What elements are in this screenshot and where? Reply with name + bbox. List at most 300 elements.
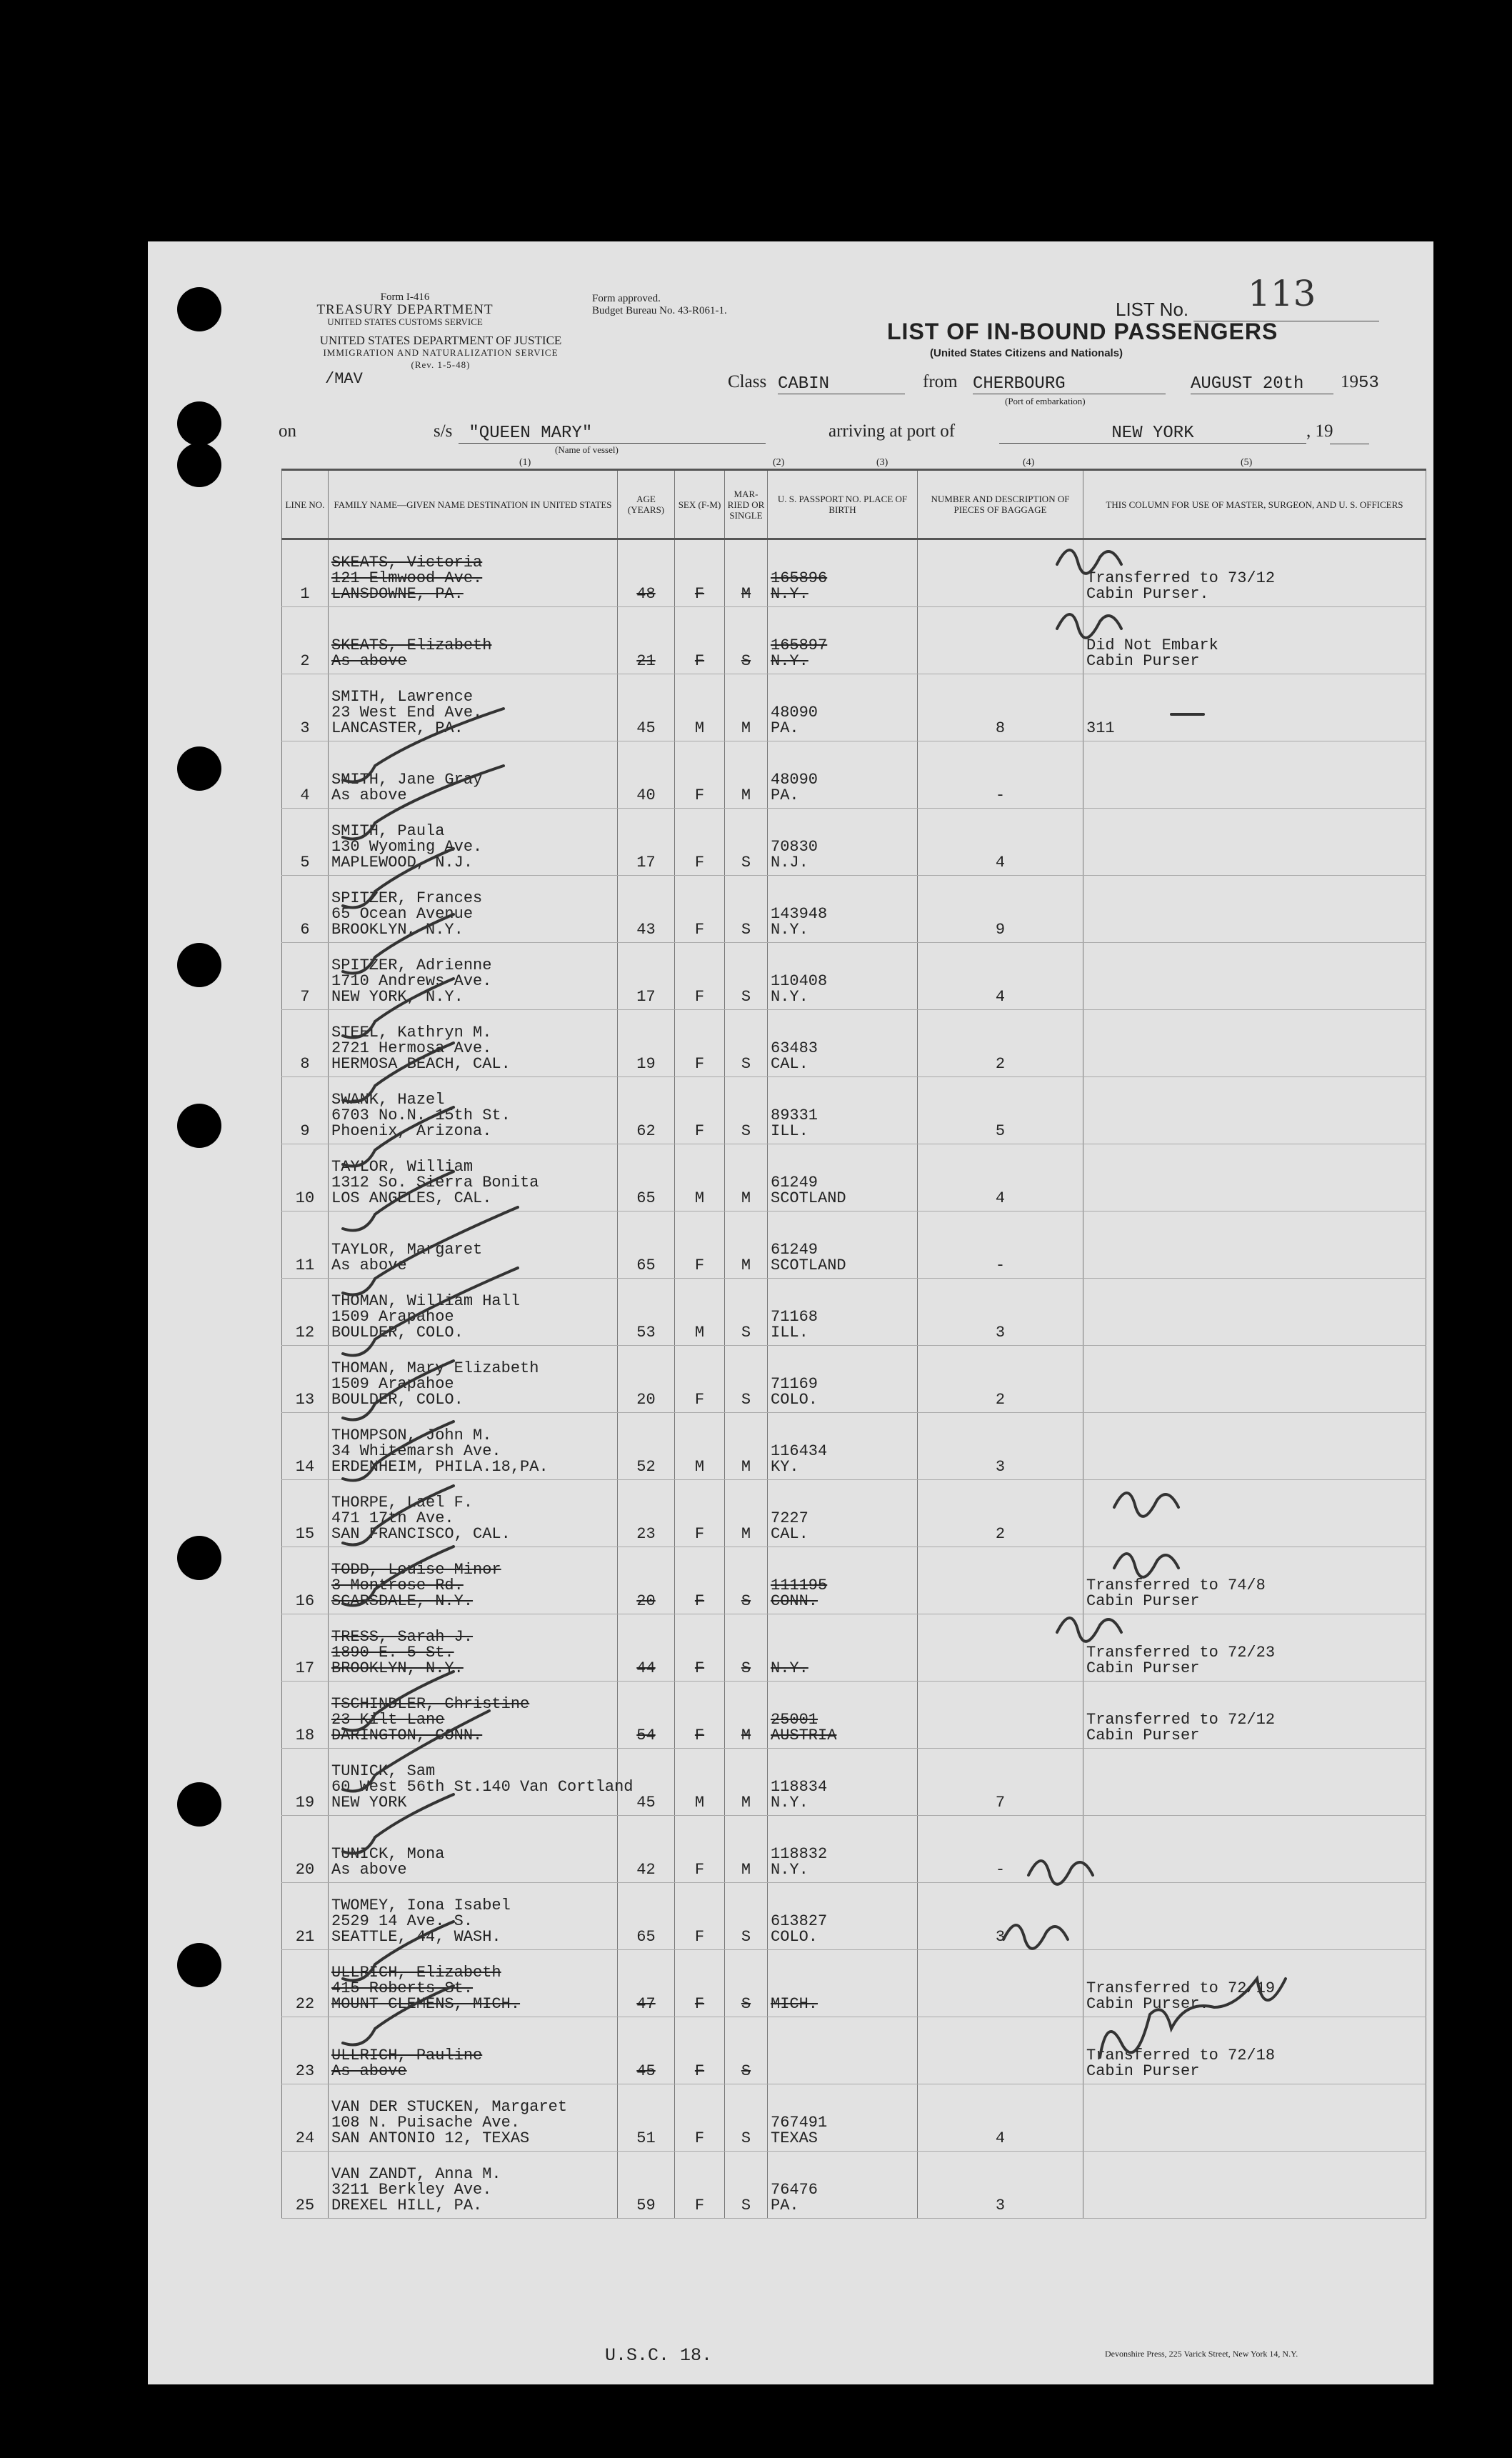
table-row (282, 1816, 1426, 1883)
table-row (282, 1279, 1426, 1346)
name-cell (329, 1614, 618, 1682)
address-line-1: 415 Roberts St. (331, 1979, 474, 1997)
birth-place: N.Y. (771, 1861, 808, 1879)
passenger-name: ULLRICH, Pauline (331, 2047, 483, 2064)
age-cell: 65 (618, 1883, 675, 1950)
sex-cell: F (675, 1346, 725, 1413)
remarks-cell (1083, 1413, 1426, 1480)
table-row (282, 1346, 1426, 1413)
birth-place: ILL. (771, 1324, 808, 1342)
marital-cell: M (725, 539, 768, 607)
col-line: LINE NO. (282, 470, 329, 539)
baggage-cell (918, 607, 1083, 674)
table-row (282, 674, 1426, 741)
passenger-name: THOMAN, William Hall (331, 1292, 521, 1310)
sex-cell: M (675, 674, 725, 741)
table-header-row (282, 470, 1426, 539)
col-officers: THIS COLUMN FOR USE OF MASTER, SURGEON, AND U. S. OFFICERS (1083, 470, 1426, 539)
passport-number: 165896 (771, 569, 828, 587)
line-number: 6 (282, 876, 329, 943)
passport-cell (768, 2017, 918, 2084)
marital-cell: S (725, 1077, 768, 1144)
baggage-cell: 2 (918, 1010, 1083, 1077)
age-cell: 62 (618, 1077, 675, 1144)
birth-place: AUSTRIA (771, 1727, 837, 1744)
col-baggage: NUMBER AND DESCRIPTION OF PIECES OF BAGGAGE (918, 470, 1083, 539)
age-cell: 21 (618, 607, 675, 674)
marital-cell: S (725, 809, 768, 876)
remarks-cell (1083, 1883, 1426, 1950)
passenger-name: SKEATS, Victoria (331, 554, 483, 571)
passenger-name: VAN DER STUCKEN, Margaret (331, 2098, 568, 2116)
sex-cell: M (675, 1749, 725, 1816)
table-row (282, 1614, 1426, 1682)
customs-service: UNITED STATES CUSTOMS SERVICE (327, 316, 483, 327)
passport-cell (768, 809, 918, 876)
form-approved-text: Form approved. (592, 293, 661, 304)
marital-cell: S (725, 1547, 768, 1614)
justice-department (280, 334, 601, 371)
sex-cell: F (675, 539, 725, 607)
passport-cell (768, 539, 918, 607)
birth-place: TEXAS (771, 2129, 818, 2147)
remarks-cell (1083, 1077, 1426, 1144)
line-number: 24 (282, 2084, 329, 2152)
passport-cell (768, 2084, 918, 2152)
name-cell (329, 607, 618, 674)
address-line-1: As above (331, 652, 407, 670)
address-line-2: DARINGTON, CONN. (331, 1727, 483, 1744)
arrival-year-blank (1330, 424, 1369, 444)
name-cell (329, 741, 618, 809)
address-line-2: NEW YORK, N.Y. (331, 988, 464, 1006)
baggage-cell: 2 (918, 1480, 1083, 1547)
passenger-name: THOMAN, Mary Elizabeth (331, 1359, 539, 1377)
address-line-1: 3 Montrose Rd. (331, 1577, 464, 1594)
passport-cell (768, 1010, 918, 1077)
marital-cell: S (725, 607, 768, 674)
year-field: 1953 (1341, 372, 1379, 393)
binder-hole (177, 401, 221, 446)
line-number: 4 (282, 741, 329, 809)
line-number: 13 (282, 1346, 329, 1413)
remarks-cell: 311 (1083, 674, 1426, 741)
passport-number: 48090 (771, 704, 818, 721)
table-row (282, 1010, 1426, 1077)
birth-place: PA. (771, 786, 799, 804)
birth-place: KY. (771, 1458, 799, 1476)
passport-number: 767491 (771, 2114, 828, 2132)
binder-hole (177, 943, 221, 987)
age-cell: 20 (618, 1547, 675, 1614)
name-cell (329, 1010, 618, 1077)
form-info (276, 291, 534, 328)
address-line-1: 130 Wyoming Ave. (331, 838, 483, 856)
column-number-1: (1) (519, 457, 531, 468)
sex-cell: M (675, 1413, 725, 1480)
address-line-1: 23 West End Ave. (331, 704, 483, 721)
name-cell (329, 1547, 618, 1614)
line-number: 17 (282, 1614, 329, 1682)
address-line-2: LANSDOWNE, PA. (331, 585, 464, 603)
line-number: 14 (282, 1413, 329, 1480)
table-row (282, 2017, 1426, 2084)
table-row (282, 741, 1426, 809)
passport-cell (768, 1413, 918, 1480)
table-row (282, 876, 1426, 943)
address-line-1: 3211 Berkley Ave. (331, 2181, 492, 2199)
address-line-2: BROOKLYN, N.Y. (331, 921, 464, 939)
address-line-2: Phoenix, Arizona. (331, 1122, 492, 1140)
line-number: 19 (282, 1749, 329, 1816)
table-row (282, 607, 1426, 674)
address-line-2: SCARSDALE, N.Y. (331, 1592, 474, 1610)
from-port: CHERBOURG (973, 374, 1166, 394)
passenger-name: SWANK, Hazel (331, 1091, 445, 1109)
line-number: 9 (282, 1077, 329, 1144)
name-cell (329, 674, 618, 741)
birth-place: COLO. (771, 1391, 818, 1409)
address-correction: 140 Van Cortland (482, 1778, 634, 1796)
baggage-cell: 2 (918, 1346, 1083, 1413)
baggage-cell (918, 1614, 1083, 1682)
birth-place: N.Y. (771, 1659, 808, 1677)
table-row (282, 1144, 1426, 1211)
sex-cell: F (675, 876, 725, 943)
address-line-1: 121 Elmwood Ave. (331, 569, 483, 587)
passport-number: 111195 (771, 1577, 828, 1594)
list-number-label: LIST No. (1116, 299, 1379, 321)
line-number: 11 (282, 1211, 329, 1279)
address-line-1: 108 N. Puisache Ave. (331, 2114, 521, 2132)
address-line-1: 471 17th Ave. (331, 1509, 454, 1527)
line-number: 3 (282, 674, 329, 741)
name-cell (329, 1682, 618, 1749)
passport-number: 165897 (771, 636, 828, 654)
sex-cell: F (675, 741, 725, 809)
remarks-cell (1083, 809, 1426, 876)
binder-hole (177, 1104, 221, 1148)
column-number-3: (3) (876, 457, 888, 468)
passport-cell (768, 1211, 918, 1279)
passport-number: 63483 (771, 1039, 818, 1057)
footer-usc: U.S.C. 18. (605, 2345, 713, 2366)
sex-cell: F (675, 1211, 725, 1279)
remarks-cell (1083, 741, 1426, 809)
passport-cell (768, 876, 918, 943)
passport-number: 61249 (771, 1174, 818, 1191)
passenger-name: THOMPSON, John M. (331, 1427, 492, 1444)
line-number: 25 (282, 2152, 329, 2219)
passenger-name: TRESS, Sarah J. (331, 1628, 474, 1646)
birth-place: N.Y. (771, 988, 808, 1006)
column-number-4: (4) (1023, 457, 1035, 468)
remarks-cell (1083, 1816, 1426, 1883)
column-number-2: (2) (773, 457, 785, 468)
birth-place: PA. (771, 719, 799, 737)
column-number-5: (5) (1241, 457, 1253, 468)
name-cell (329, 1480, 618, 1547)
address-line-2: LOS ANGELES, CAL. (331, 1189, 492, 1207)
marital-cell: S (725, 2084, 768, 2152)
passenger-name: VAN ZANDT, Anna M. (331, 2165, 501, 2183)
name-cell (329, 1279, 618, 1346)
address-line-2: ERDENHEIM, PHILA.18,PA. (331, 1458, 549, 1476)
table-row (282, 1413, 1426, 1480)
form-approval (592, 293, 727, 317)
sex-cell: F (675, 2152, 725, 2219)
address-line-1: As above (331, 1257, 407, 1274)
address-line-2: MAPLEWOOD, N.J. (331, 854, 474, 871)
passport-cell (768, 741, 918, 809)
birth-place: N.Y. (771, 585, 808, 603)
name-cell (329, 1749, 634, 1816)
table-row (282, 2084, 1426, 2152)
name-cell (329, 943, 618, 1010)
arrival-port: NEW YORK (999, 424, 1306, 444)
line-number: 20 (282, 1816, 329, 1883)
revision-text: (Rev. 1-5-48) (411, 359, 471, 370)
passport-number: 118832 (771, 1845, 828, 1863)
address-line-2: DREXEL HILL, PA. (331, 2197, 483, 2214)
baggage-cell: 9 (918, 876, 1083, 943)
passport-number: 61249 (771, 1241, 818, 1259)
name-cell (329, 809, 618, 876)
age-cell: 45 (618, 674, 675, 741)
baggage-cell (918, 1950, 1083, 2017)
age-cell: 65 (618, 1144, 675, 1211)
address-line-1: 2529 14 Ave. S. (331, 1912, 474, 1930)
remarks-cell (1083, 1279, 1426, 1346)
remarks-cell: Did Not Embark Cabin Purser (1083, 607, 1426, 674)
marital-cell: S (725, 1279, 768, 1346)
passenger-rows (282, 539, 1426, 2219)
address-line-1: 65 Ocean Avenue (331, 905, 474, 923)
passport-cell (768, 1749, 918, 1816)
marital-cell: S (725, 1614, 768, 1682)
page-subtitle: (United States Citizens and Nationals) (930, 347, 1123, 359)
sex-cell: F (675, 1682, 725, 1749)
address-line-1: 6703 No.N. 15th St. (331, 1106, 511, 1124)
footer-press: Devonshire Press, 225 Varick Street, New York 14, N.Y. (1105, 2349, 1298, 2359)
address-line-2: HERMOSA BEACH, CAL. (331, 1055, 511, 1073)
remarks-cell: Transferred to 72/19 Cabin Purser. (1083, 1950, 1426, 2017)
remarks-cell (1083, 2152, 1426, 2219)
remarks-cell (1083, 2084, 1426, 2152)
passport-number: 25001 (771, 1711, 818, 1729)
birth-place: COLO. (771, 1928, 818, 1946)
remarks-cell (1083, 1211, 1426, 1279)
age-cell: 54 (618, 1682, 675, 1749)
baggage-cell: 4 (918, 1144, 1083, 1211)
passport-number: 110408 (771, 972, 828, 990)
col-passport: U. S. PASSPORT NO. PLACE OF BIRTH (768, 470, 918, 539)
passport-number: 116434 (771, 1442, 828, 1460)
age-cell: 53 (618, 1279, 675, 1346)
marital-cell: S (725, 1346, 768, 1413)
birth-place: N.Y. (771, 652, 808, 670)
ss-label: s/s (434, 421, 453, 441)
form-number: Form I-416 (380, 291, 430, 303)
age-cell: 51 (618, 2084, 675, 2152)
passenger-table (281, 469, 1426, 2219)
marital-cell: M (725, 1413, 768, 1480)
age-cell: 65 (618, 1211, 675, 1279)
birth-place: N.J. (771, 854, 808, 871)
passport-number: 48090 (771, 771, 818, 789)
passport-cell (768, 1480, 918, 1547)
marital-cell: S (725, 1950, 768, 2017)
name-cell (329, 1950, 618, 2017)
sex-cell: F (675, 607, 725, 674)
table-row (282, 1211, 1426, 1279)
remarks-cell: Transferred to 73/12 Cabin Purser. (1083, 539, 1426, 607)
sex-cell: F (675, 1614, 725, 1682)
name-cell (329, 1413, 618, 1480)
age-cell: 17 (618, 809, 675, 876)
baggage-cell: - (918, 1211, 1083, 1279)
col-married: MAR-RIED OR SINGLE (725, 470, 768, 539)
passenger-name: SPITZER, Frances (331, 889, 483, 907)
name-cell (329, 876, 618, 943)
table-row (282, 1682, 1426, 1749)
passport-cell (768, 1547, 918, 1614)
sex-cell: F (675, 2084, 725, 2152)
age-cell: 48 (618, 539, 675, 607)
passenger-name: SMITH, Paula (331, 822, 445, 840)
binder-hole (177, 287, 221, 331)
passenger-name: SMITH, Jane Gray (331, 771, 483, 789)
passport-cell (768, 1682, 918, 1749)
line-number: 1 (282, 539, 329, 607)
sex-cell: F (675, 1816, 725, 1883)
passenger-name: TUNICK, Mona (331, 1845, 445, 1863)
table-row (282, 1077, 1426, 1144)
remarks-cell (1083, 876, 1426, 943)
table-row (282, 1547, 1426, 1614)
address-line-1: 1890 E. 5 St. (331, 1644, 454, 1662)
sex-cell: F (675, 1077, 725, 1144)
page-title: LIST OF IN-BOUND PASSENGERS (887, 319, 1278, 344)
address-line-1: 1509 Arapahoe (331, 1308, 454, 1326)
baggage-cell: 4 (918, 2084, 1083, 2152)
table-row (282, 943, 1426, 1010)
table-row (282, 1749, 1426, 1816)
department-name: TREASURY DEPARTMENT (316, 302, 494, 317)
line-number: 18 (282, 1682, 329, 1749)
binder-hole (177, 1536, 221, 1580)
passport-number: 89331 (771, 1106, 818, 1124)
age-cell: 19 (618, 1010, 675, 1077)
address-line-1: 34 Whitemarsh Ave. (331, 1442, 501, 1460)
birth-place: PA. (771, 2197, 799, 2214)
justice-text: UNITED STATES DEPARTMENT OF JUSTICE (319, 334, 562, 347)
baggage-cell: 3 (918, 1279, 1083, 1346)
marital-cell: S (725, 876, 768, 943)
line-number: 23 (282, 2017, 329, 2084)
birth-place: SCOTLAND (771, 1189, 846, 1207)
table-row (282, 1950, 1426, 2017)
passenger-name: SPITZER, Adrienne (331, 956, 492, 974)
passport-cell (768, 1950, 918, 2017)
passport-cell (768, 2152, 918, 2219)
passport-cell (768, 1279, 918, 1346)
age-cell: 47 (618, 1950, 675, 2017)
sex-cell: F (675, 1010, 725, 1077)
sex-cell: M (675, 1144, 725, 1211)
passport-number: 143948 (771, 905, 828, 923)
age-cell: 45 (618, 1749, 675, 1816)
birth-place: N.Y. (771, 1794, 808, 1812)
sex-cell: M (675, 1279, 725, 1346)
passport-cell (768, 1883, 918, 1950)
marital-cell: S (725, 2017, 768, 2084)
passport-number: 118834 (771, 1778, 828, 1796)
address-line-2: SAN ANTONIO 12, TEXAS (331, 2129, 530, 2147)
address-line-1: 1509 Arapahoe (331, 1375, 454, 1393)
remarks-cell (1083, 1010, 1426, 1077)
passport-cell (768, 943, 918, 1010)
passenger-name: TSCHINDLER, Christine (331, 1695, 530, 1713)
birth-place: MICH. (771, 1995, 818, 2013)
class-value: CABIN (778, 374, 905, 394)
binder-hole (177, 1943, 221, 1987)
marital-cell: M (725, 1211, 768, 1279)
line-number: 8 (282, 1010, 329, 1077)
address-line-2: SAN FRANCISCO, CAL. (331, 1525, 511, 1543)
arrival-year: , 19 (1306, 421, 1333, 441)
address-line-1: 1312 So. Sierra Bonita (331, 1174, 539, 1191)
birth-place: CAL. (771, 1525, 808, 1543)
age-cell: 40 (618, 741, 675, 809)
baggage-cell: 8 (918, 674, 1083, 741)
age-cell: 17 (618, 943, 675, 1010)
age-cell: 44 (618, 1614, 675, 1682)
age-cell: 23 (618, 1480, 675, 1547)
passenger-name: ULLRICH, Elizabeth (331, 1964, 501, 1982)
manifest-sheet (148, 241, 1433, 2384)
passport-number: 76476 (771, 2181, 818, 2199)
sex-cell: F (675, 2017, 725, 2084)
budget-bureau-text: Budget Bureau No. 43-R061-1. (592, 305, 727, 316)
line-number: 21 (282, 1883, 329, 1950)
address-line-1: 23 Kilt Lane (331, 1711, 445, 1729)
vessel-name: "QUEEN MARY" (459, 424, 766, 444)
from-label: from (923, 372, 958, 391)
name-cell (329, 1211, 618, 1279)
name-cell (329, 1144, 618, 1211)
name-cell (329, 539, 618, 607)
arriving-label: arriving at port of (828, 421, 956, 441)
remarks-cell: Transferred to 72/12 Cabin Purser (1083, 1682, 1426, 1749)
address-line-2: NEW YORK (331, 1794, 407, 1812)
baggage-cell (918, 2017, 1083, 2084)
birth-place: CONN. (771, 1592, 818, 1610)
immigration-text: IMMIGRATION AND NATURALIZATION SERVICE (323, 347, 559, 358)
list-number-value: 113 (1248, 273, 1316, 314)
marital-cell: M (725, 1480, 768, 1547)
baggage-cell: 5 (918, 1077, 1083, 1144)
passport-cell (768, 1346, 918, 1413)
passenger-name: SKEATS, Elizabeth (331, 636, 492, 654)
line-number: 22 (282, 1950, 329, 2017)
address-line-1: As above (331, 1861, 407, 1879)
baggage-cell (918, 539, 1083, 607)
passenger-name: TWOMEY, Iona Isabel (331, 1897, 511, 1914)
passenger-name: TUNICK, Sam (331, 1762, 436, 1780)
table-row (282, 2152, 1426, 2219)
table-row (282, 1883, 1426, 1950)
